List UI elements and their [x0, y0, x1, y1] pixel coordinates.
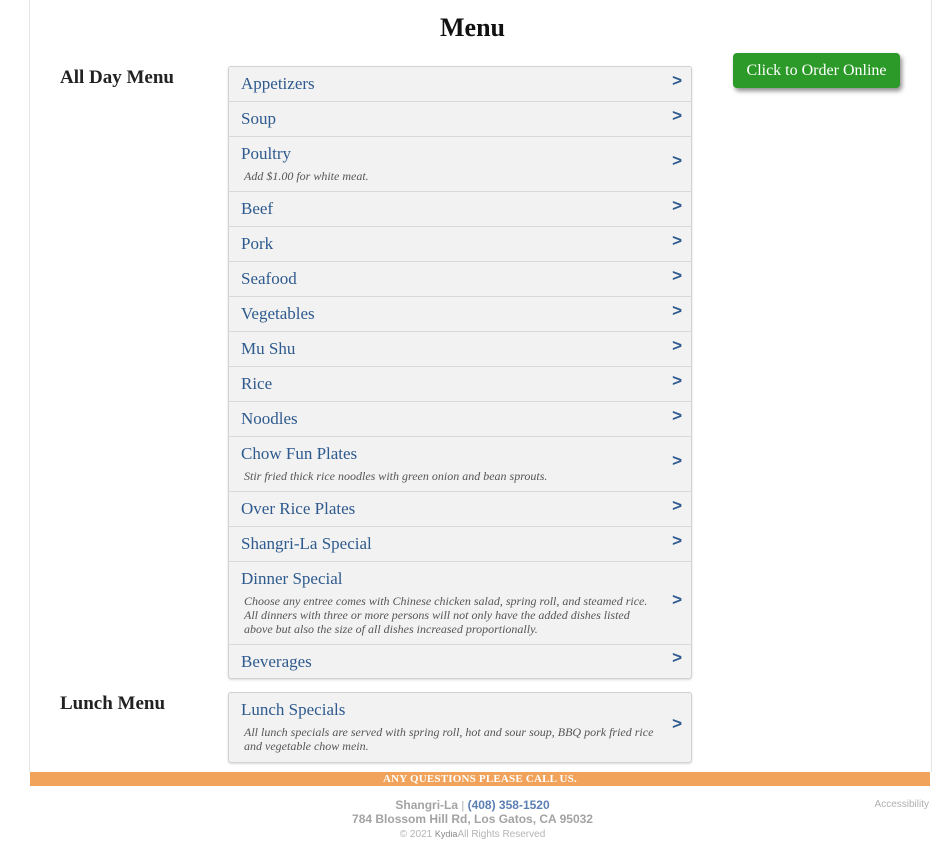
menu-category-description: Stir fried thick rice noodles with green onion and bean sprouts.: [244, 469, 548, 483]
order-online-button[interactable]: Click to Order Online: [733, 53, 900, 88]
all-day-menu-heading: All Day Menu: [60, 67, 174, 88]
chevron-right-icon: >: [672, 450, 682, 470]
menu-category-description: Add $1.00 for white meat.: [244, 169, 369, 183]
menu-category-label: Noodles: [241, 409, 298, 428]
menu-category-beverages[interactable]: [229, 645, 691, 678]
chevron-right-icon: >: [672, 530, 682, 550]
menu-category-noodles[interactable]: [229, 402, 691, 437]
menu-category-pork[interactable]: [229, 227, 691, 262]
contact-banner: ANY QUESTIONS PLEASE CALL US.: [30, 772, 930, 786]
menu-category-vegetables[interactable]: [229, 297, 691, 332]
menu-category-soup[interactable]: [229, 102, 691, 137]
menu-category-chow-fun-plates[interactable]: [229, 437, 691, 492]
menu-category-label: Pork: [241, 234, 274, 253]
chevron-right-icon: >: [672, 405, 682, 425]
chevron-right-icon: >: [672, 195, 682, 215]
menu-category-beef[interactable]: [229, 192, 691, 227]
menu-category-label: Appetizers: [241, 74, 315, 93]
footer-address: 784 Blossom Hill Rd, Los Gatos, CA 95032: [352, 812, 593, 826]
chevron-right-icon: >: [672, 150, 682, 170]
menu-category-over-rice-plates[interactable]: [229, 492, 691, 527]
menu-category-label: Beef: [241, 199, 274, 218]
lunch-menu-heading: Lunch Menu: [60, 693, 166, 714]
chevron-right-icon: >: [672, 230, 682, 250]
chevron-right-icon: >: [672, 265, 682, 285]
menu-category-label: Poultry: [241, 144, 292, 163]
menu-category-seafood[interactable]: [229, 262, 691, 297]
menu-category-label: Shangri-La Special: [241, 534, 372, 553]
menu-category-label: Over Rice Plates: [241, 499, 356, 518]
phone-link[interactable]: (408) 358-1520: [467, 798, 550, 812]
menu-category-label: Mu Shu: [241, 339, 296, 358]
chevron-right-icon: >: [672, 70, 682, 90]
page-title: Menu: [440, 13, 505, 42]
all-day-menu-list: [228, 66, 692, 679]
lunch-menu-list: [228, 692, 692, 763]
menu-category-shangri-la-special[interactable]: [229, 527, 691, 562]
chevron-right-icon: >: [672, 713, 682, 733]
rights-text: All Rights Reserved: [457, 829, 546, 840]
copyright-text: © 2021: [399, 829, 433, 840]
footer-copyright-line: [0, 829, 945, 840]
menu-category-poultry[interactable]: [229, 137, 691, 192]
chevron-right-icon: >: [672, 370, 682, 390]
restaurant-name: Shangri-La: [395, 798, 459, 812]
menu-category-description: All lunch specials are served with spring roll, hot and sour soup, BBQ pork fried rice and vegetable chow mein.: [244, 725, 654, 753]
menu-category-lunch-specials[interactable]: [229, 693, 691, 762]
menu-category-mu-shu[interactable]: [229, 332, 691, 367]
menu-category-label: Seafood: [241, 269, 297, 288]
chevron-right-icon: >: [672, 589, 682, 609]
chevron-right-icon: >: [672, 105, 682, 125]
menu-category-label: Vegetables: [241, 304, 315, 323]
menu-category-label: Dinner Special: [241, 569, 343, 588]
chevron-right-icon: >: [672, 647, 682, 667]
footer-separator: |: [461, 800, 465, 812]
menu-category-label: Soup: [241, 109, 276, 128]
brand-link[interactable]: Kydia: [434, 829, 458, 839]
menu-category-rice[interactable]: [229, 367, 691, 402]
accessibility-link[interactable]: Accessibility: [874, 799, 929, 810]
footer-contact-line: [0, 798, 945, 812]
menu-category-label: Beverages: [241, 652, 312, 671]
menu-category-description: Choose any entree comes with Chinese chicken salad, spring roll, and steamed rice. All dinners with three or more persons will not only have the added dishes listed above but also the size of all dishes increased proportionally.: [244, 594, 648, 636]
menu-category-dinner-special[interactable]: [229, 562, 691, 645]
chevron-right-icon: >: [672, 335, 682, 355]
chevron-right-icon: >: [672, 300, 682, 320]
chevron-right-icon: >: [672, 495, 682, 515]
menu-category-label: Lunch Specials: [241, 700, 346, 719]
menu-category-label: Rice: [241, 374, 273, 393]
menu-category-appetizers[interactable]: [229, 67, 691, 102]
menu-category-label: Chow Fun Plates: [241, 444, 358, 463]
